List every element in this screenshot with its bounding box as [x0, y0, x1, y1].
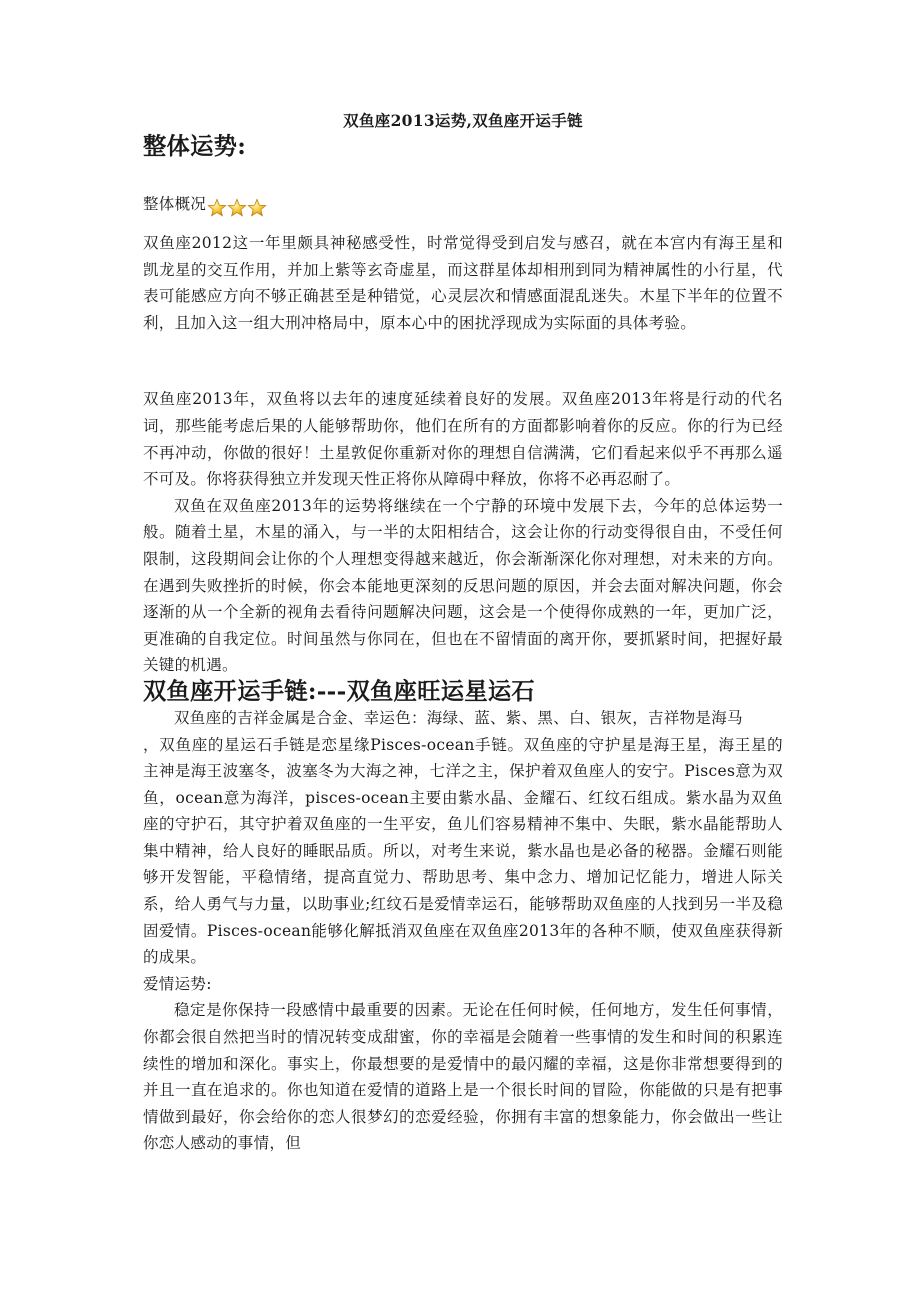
- document-page: [143, 108, 783, 1157]
- document-title: 双鱼座2013运势,双鱼座开运手链: [343, 111, 583, 130]
- star-icon: [227, 198, 247, 218]
- love-fortune-heading: 爱情运势:: [143, 974, 212, 993]
- star-icon: [207, 198, 227, 218]
- spacer: [143, 218, 783, 230]
- star-icon: [247, 198, 267, 218]
- paragraph-2013-outlook: 双鱼座2013年，双鱼将以去年的速度延续着良好的发展。双鱼座2013年将是行动的代名词，那些能考虑后果的人能够帮助你，他们在所有的方面都影响着你的反应。你的行为已经不再冲动，你做的很好！土星敦促你重新对你的理想自信满满，它们看起来似乎不再那么遥不可及。你将获得独立并发现天性正将你从障碍中释放，你将不必再忍耐了。: [143, 390, 783, 489]
- spacer: [143, 336, 783, 386]
- paragraph-2013-fortune: 双鱼在双鱼座2013年的运势将继续在一个宁静的环境中发展下去，今年的总体运势一般。随着土星，木星的涌入，与一半的太阳相结合，这会让你的行动变得很自由，不受任何限制，这段期间会让你的个人理想变得越来越近，你会渐渐深化你对理想，对未来的方向。在遇到失败挫折的时候，你会本能地更深刻的反思问题的原因，并会去面对解决问题，你会逐渐的从一个全新的视角去看待问题解决问题，这会是一个使得你成熟的一年，更加广泛，更准确的自我定位。时间虽然与你同在，但也在不留情面的离开你，要抓紧时间，把握好最关键的机遇。: [143, 496, 783, 675]
- paragraph-lucky-items: 双鱼座的吉祥金属是合金、幸运色：海绿、蓝、紫、黑、白、银灰，吉祥物是海马: [174, 708, 743, 727]
- overview-rating-row: [143, 188, 783, 218]
- overall-fortune-heading: 整体运势:: [143, 133, 247, 160]
- paragraph-love: 稳定是你保持一段感情中最重要的因素。无论在任何时候，任何地方，发生任何事情，你都会很自然把当时的情况转变成甜蜜，你的幸福是会随着一些事情的发生和时间的积累连续性的增加和深化。事实上，你最想要的是爱情中的最闪耀的幸福，这是你非常想要得到的并且一直在追求的。你也知道在爱情的道路上是一个很长时间的冒险，你能做的只是有把事情做到最好，你会给你的恋人很梦幻的恋爱经验，你拥有丰富的想象能力，你会做出一些让你恋人感动的事情，但: [143, 1001, 783, 1153]
- overview-label: 整体概况: [143, 195, 207, 214]
- paragraph-bracelet: ，双鱼座的星运石手链是恋星缘Pisces-ocean手链。双鱼座的守护星是海王星，海王星的主神是海王波塞冬，波塞冬为大海之神，七洋之主，保护着双鱼座人的安宁。Pisces意为双鱼，ocean意为海洋，pisces-ocean主要由紫水晶、金耀石、红纹石组成。紫水晶为双鱼座的守护石，其守护着双鱼座的一生平安，鱼儿们容易精神不集中、失眠，紫水晶能帮助人集中精神，给人良好的睡眠品质。所以，对考生来说，紫水晶也是必备的秘器。金耀石则能够开发智能，平稳情绪，提高直觉力、帮助思考、集中念力、增加记忆能力，增进人际关系，给人勇气与力量，以助事业;红纹石是爱情幸运石，能够帮助双鱼座的人找到另一半及稳固爱情。Pisces-ocean能够化解抵消双鱼座在双鱼座2013年的各种不顺，使双鱼座获得新的成果。: [143, 735, 783, 967]
- spacer: [143, 160, 783, 188]
- star-rating: [207, 198, 267, 218]
- paragraph-2012-review: 双鱼座2012这一年里颇具神秘感受性，时常觉得受到启发与感召，就在本宫内有海王星和凯龙星的交互作用，并加上紫等玄奇虚星，而这群星体却相刑到同为精神属性的小行星，代表可能感应方向不够正确甚至是种错觉，心灵层次和情感面混乱迷失。木星下半年的位置不利，且加入这一组大刑冲格局中，原本心中的困扰浮现成为实际面的具体考验。: [143, 234, 783, 332]
- bracelet-heading: 双鱼座开运手链:---双鱼座旺运星运石: [143, 677, 535, 705]
